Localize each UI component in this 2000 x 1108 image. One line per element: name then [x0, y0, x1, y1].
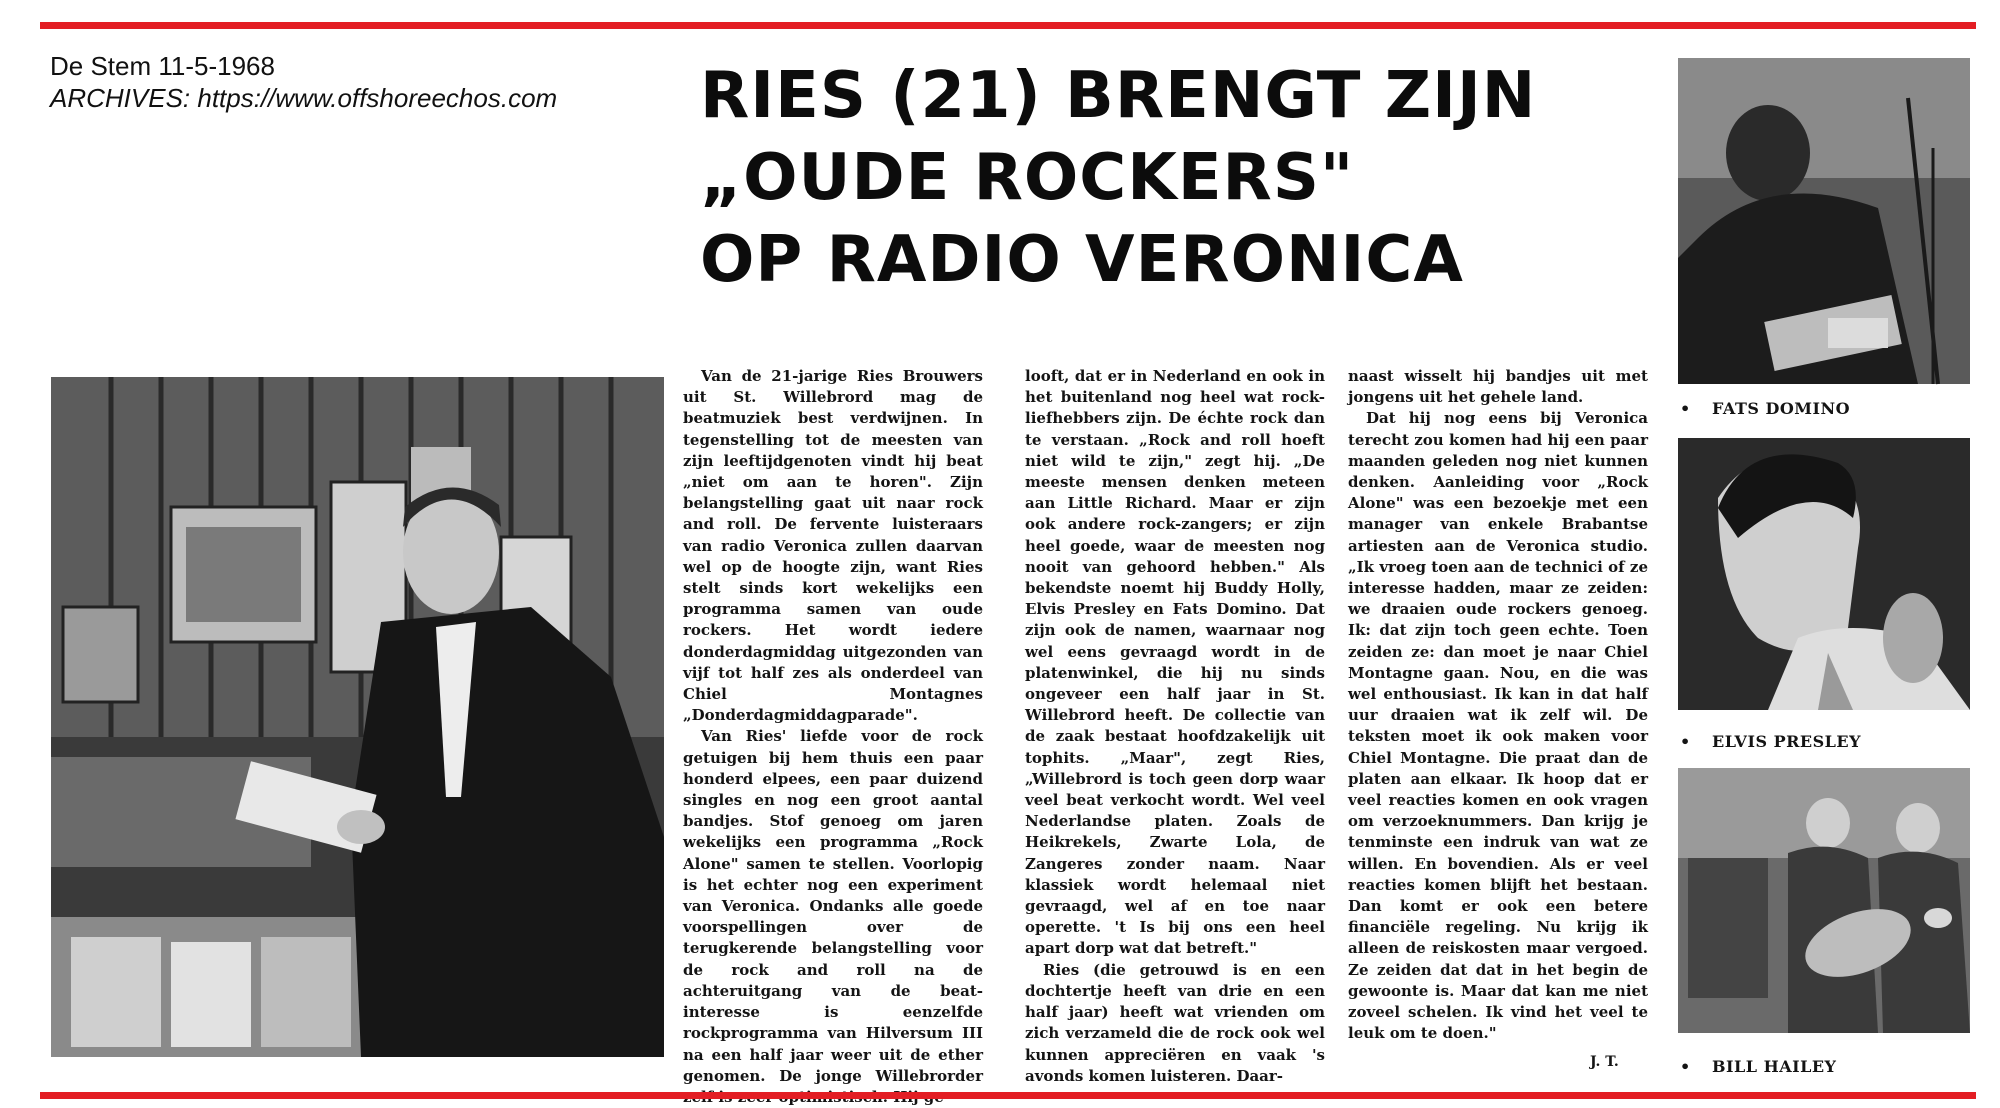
article-paragraph: Dat hij nog eens bij Veronica terecht zou komen had hij een paar maanden geleden nog niet kunnen denken. Aanleiding voor „Rock Alone" was een bezoekje met een manager van enkele Brabantse artiesten aan de Veronica studio. „Ik vroeg toen aan de technici of ze interesse hadden, maar ze zeiden: we draaien oude rockers genoeg. Ik: dat zijn toch geen echte. Toen zeiden ze: dan moet je naar Chiel Montagne gaan. Nou, en die was wel enthousiast. Ik kan in dat half uur draaien wat ik zelf wil. De teksten moet ik ook maken voor Chiel Montagne. Die praat dan de platen aan elkaar. Ik hoop dat er veel reacties komen en ook vragen om verzoeknummers. Dan krijg je tenminste een indruk van wat ze willen. En bovendien. Als er veel reacties komen blijft het bestaan. Dan komt er ook een betere financiële regeling. Nu krijg ik alleen de reiskosten maar vergoed. Ze zeiden dat dat in het begin de gewoonte is. Maar dat kan me niet zoveel schelen. Ik vind het veel te leuk om te doen.": [1348, 409, 1648, 1043]
article-column-2: [1025, 366, 1325, 1086]
elvis-presley-photo: [1678, 438, 1970, 710]
headline-line-3: OP RADIO VERONICA: [700, 223, 1464, 297]
author-initials: J. T.: [1590, 1054, 1619, 1070]
source-archives-link[interactable]: ARCHIVES: https://www.offshoreechos.com: [50, 83, 558, 113]
headline-line-2: „OUDE ROCKERS": [700, 141, 1355, 215]
ries-record-shop-photo: [51, 377, 664, 1057]
caption-text: FATS DOMINO: [1712, 399, 1851, 418]
source-attribution: [50, 50, 557, 114]
article-paragraph: looft, dat er in Nederland en ook in het buitenland nog heel wat rock-liefhebbers zijn. De échte rock dan te verstaan. „Rock and roll hoeft niet wild te zijn," zegt hij. „De meeste mensen denken meteen aan Little Richard. Maar er zijn ook andere rock-zangers; er zijn heel goede, waar de meesten nog nooit van gehoord hebben." Als bekendste noemt hij Buddy Holly, Elvis Presley en Fats Domino. Dat zijn ook de namen, waarnaar nog wel eens gevraagd wordt in de platenwinkel, die hij nu sinds ongeveer een half jaar in St. Willebrord heeft. De collectie van de zaak bestaat hoofdzakelijk uit tophits. „Maar", zegt Ries, „Willebrord is toch geen dorp waar veel beat verkocht wordt. Wel veel Nederlandse platen. Zoals de Heikrekels, Zwarte Lola, de Zangeres zonder naam. Naar klassiek wordt helemaal niet gevraagd, wel af en toe naar operette. 't Is bij ons een heel apart dorp wat dat betreft.": [1025, 367, 1325, 958]
bill-hailey-photo: [1678, 768, 1970, 1033]
caption-bullet: •: [1680, 1057, 1691, 1076]
source-publication: De Stem 11-5-1968: [50, 51, 275, 81]
caption-text: BILL HAILEY: [1712, 1057, 1837, 1076]
bottom-red-rule: [40, 1092, 1976, 1099]
caption-bill-hailey: [1680, 1057, 1836, 1076]
article-column-3: [1348, 366, 1648, 1086]
article-paragraph: Van de 21-jarige Ries Brouwers uit St. Willebrord mag de beatmuziek best verdwijnen. In tegenstelling tot de meesten van zijn leeftijdgenoten vindt hij beat „niet om aan te horen". Zijn belangstelling gaat uit naar rock and roll. De fervente luisteraars van radio Veronica zullen daarvan wel op de hoogte zijn, want Ries stelt sinds kort wekelijks een programma samen van oude rockers. Het wordt iedere donderdagmiddag uitgezonden van vijf tot half zes als onderdeel van Chiel Montagnes „Donderdagmiddagparade".: [683, 367, 983, 725]
article-paragraph: Van Ries' liefde voor de rock getuigen bij hem thuis een paar honderd elpees, een paar duizend singles en nog een groot aantal bandjes. Stof genoeg om jaren wekelijks een programma „Rock Alone" samen te stellen. Voorlopig is het echter nog een experiment van Veronica. Ondanks alle goede voorspellingen over de terugkerende belangstelling voor de rock and roll na de achteruitgang van de beat-interesse is eenzelfde rockprogramma van Hilversum III na een half jaar weer uit de ether genomen. De jonge Willebrorder: [683, 727, 983, 1085]
top-red-rule: [40, 22, 1976, 29]
caption-bullet: •: [1680, 399, 1691, 418]
caption-text: ELVIS PRESLEY: [1712, 732, 1862, 751]
caption-elvis-presley: [1680, 732, 1861, 751]
caption-bullet: •: [1680, 732, 1691, 751]
fats-domino-photo: [1678, 58, 1970, 384]
article-paragraph: naast wisselt hij bandjes uit met jongens uit het gehele land.: [1348, 367, 1648, 407]
article-headline: [700, 55, 1600, 301]
headline-line-1: RIES (21) BRENGT ZIJN: [700, 59, 1537, 133]
article-paragraph: Ries (die getrouwd is en een dochtertje heeft van drie en een half jaar) heeft wat vrienden om zich verzameld die de rock ook wel kunnen appreciëren en vaak 's avonds komen luisteren. Daar-: [1025, 960, 1325, 1085]
caption-fats-domino: [1680, 399, 1850, 418]
article-column-1: [683, 366, 983, 1086]
